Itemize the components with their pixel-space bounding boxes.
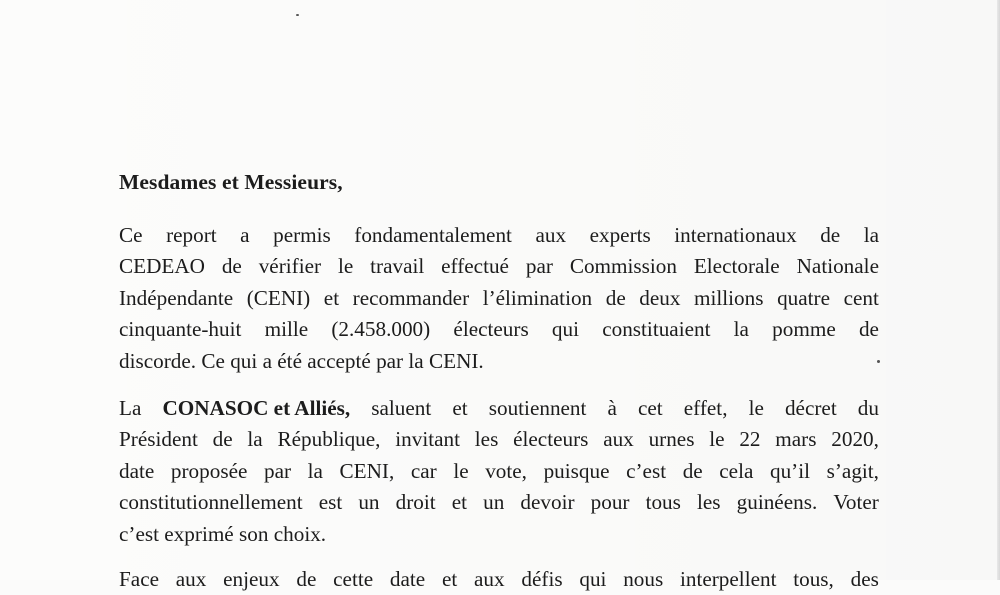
paragraph-line bbox=[119, 487, 879, 518]
word: La bbox=[119, 396, 142, 420]
word: fondamentalement bbox=[354, 223, 512, 247]
word: aux bbox=[535, 223, 567, 247]
word: constituaient bbox=[602, 317, 711, 342]
word: et bbox=[323, 285, 340, 310]
word: à bbox=[607, 396, 617, 420]
word: qui bbox=[579, 567, 607, 591]
word: invitant bbox=[395, 427, 460, 452]
word: Ce bbox=[119, 223, 143, 247]
word: Nationale bbox=[796, 254, 879, 279]
word: internationaux bbox=[674, 223, 797, 247]
word: de bbox=[682, 458, 703, 483]
paragraph-line bbox=[119, 393, 879, 424]
word: cette bbox=[333, 567, 374, 591]
word: enjeux bbox=[223, 567, 280, 591]
word: aux bbox=[603, 427, 634, 452]
word: un bbox=[483, 490, 505, 515]
word: Commission bbox=[569, 254, 677, 279]
paragraph-line: c’est exprimé son choix. bbox=[119, 521, 327, 546]
word: guinéens. bbox=[736, 490, 818, 515]
word: de bbox=[221, 254, 242, 279]
word: (CENI) bbox=[246, 285, 311, 310]
word: travail bbox=[370, 254, 425, 279]
word: et bbox=[451, 490, 468, 515]
paragraph-1 bbox=[119, 220, 879, 377]
word: millions bbox=[694, 285, 764, 310]
word: aux bbox=[474, 567, 505, 591]
word: cet bbox=[637, 396, 663, 420]
word: cent bbox=[843, 285, 879, 310]
word: report bbox=[166, 223, 217, 247]
word: la bbox=[733, 317, 749, 342]
word: (2.458.000) bbox=[331, 317, 431, 342]
word: experts bbox=[589, 223, 651, 247]
word: la bbox=[307, 458, 323, 483]
word: 22 bbox=[739, 427, 761, 452]
word: pour bbox=[590, 490, 630, 515]
word: recommander bbox=[352, 285, 470, 310]
word: puisque bbox=[543, 458, 610, 483]
word: 2020, bbox=[831, 427, 879, 452]
word: Président bbox=[119, 427, 198, 452]
word: République, bbox=[277, 427, 381, 452]
word: de bbox=[858, 317, 879, 342]
word: devoir bbox=[520, 490, 575, 515]
word: permis bbox=[273, 223, 331, 247]
paragraph-line bbox=[119, 220, 879, 251]
word: électeurs bbox=[453, 317, 529, 342]
word: est bbox=[318, 490, 343, 515]
word: de bbox=[820, 223, 841, 247]
word: l’élimination bbox=[482, 285, 593, 310]
paragraph-2 bbox=[119, 393, 879, 550]
paragraph-line bbox=[119, 251, 879, 282]
word: vote, bbox=[485, 458, 527, 483]
word: les bbox=[474, 427, 499, 452]
word: quatre bbox=[777, 285, 831, 310]
word: de bbox=[296, 567, 317, 591]
word: Electorale bbox=[693, 254, 780, 279]
word: défis bbox=[521, 567, 563, 591]
word: un bbox=[358, 490, 380, 515]
salutation-heading: Mesdames et Messieurs, bbox=[119, 170, 343, 194]
paragraph-line bbox=[119, 314, 879, 345]
word: par bbox=[263, 458, 292, 483]
word: le bbox=[337, 254, 354, 279]
word: de bbox=[605, 285, 626, 310]
word: Indépendante bbox=[119, 285, 234, 310]
word: deux bbox=[639, 285, 681, 310]
word: urnes bbox=[648, 427, 695, 452]
word: saluent bbox=[371, 396, 432, 420]
word: aux bbox=[175, 567, 207, 591]
paragraph-line bbox=[119, 424, 879, 455]
word: vérifier bbox=[258, 254, 322, 279]
scan-speck bbox=[296, 14, 299, 16]
word: CEDEAO bbox=[119, 254, 205, 279]
word: électeurs bbox=[513, 427, 589, 452]
word: par bbox=[525, 254, 553, 279]
paragraph-line: discorde. Ce qui a été accepté par la CENI. bbox=[119, 348, 484, 373]
word: proposée bbox=[170, 458, 248, 483]
word: pomme bbox=[772, 317, 836, 342]
word: et bbox=[441, 567, 458, 591]
word: constitutionnellement bbox=[119, 490, 303, 515]
paragraph-line bbox=[119, 283, 879, 314]
word: tous bbox=[645, 490, 681, 515]
word: tous, bbox=[793, 567, 834, 591]
word: du bbox=[857, 396, 879, 420]
word: la bbox=[863, 223, 879, 247]
word: s’agit, bbox=[826, 458, 879, 483]
word: qui bbox=[551, 317, 579, 342]
word: soutiennent bbox=[488, 396, 587, 420]
word: date bbox=[119, 458, 155, 483]
word: des bbox=[850, 567, 879, 591]
word: le bbox=[748, 396, 764, 420]
word: la bbox=[247, 427, 263, 452]
word: mars bbox=[775, 427, 817, 452]
word: Voter bbox=[833, 490, 879, 515]
word: de bbox=[212, 427, 233, 452]
word: interpellent bbox=[679, 567, 777, 591]
paragraph-line bbox=[119, 456, 879, 487]
word: a bbox=[240, 223, 250, 247]
word: décret bbox=[784, 396, 837, 420]
word: le bbox=[453, 458, 469, 483]
word: c’est bbox=[626, 458, 667, 483]
word: nous bbox=[623, 567, 664, 591]
word: qu’il bbox=[769, 458, 811, 483]
word: effectué bbox=[441, 254, 509, 279]
word: les bbox=[697, 490, 721, 515]
word: droit bbox=[395, 490, 436, 515]
word: CENI, bbox=[339, 458, 395, 483]
word: effet, bbox=[683, 396, 728, 420]
word: mille bbox=[264, 317, 309, 342]
word: cinquante-huit bbox=[119, 317, 242, 342]
word: car bbox=[410, 458, 437, 483]
organization-name: CONASOC et Alliés, bbox=[162, 396, 351, 420]
word: Face bbox=[119, 567, 159, 591]
word: cela bbox=[719, 458, 754, 483]
word: et bbox=[452, 396, 468, 420]
word: le bbox=[709, 427, 725, 452]
word: date bbox=[389, 567, 426, 591]
